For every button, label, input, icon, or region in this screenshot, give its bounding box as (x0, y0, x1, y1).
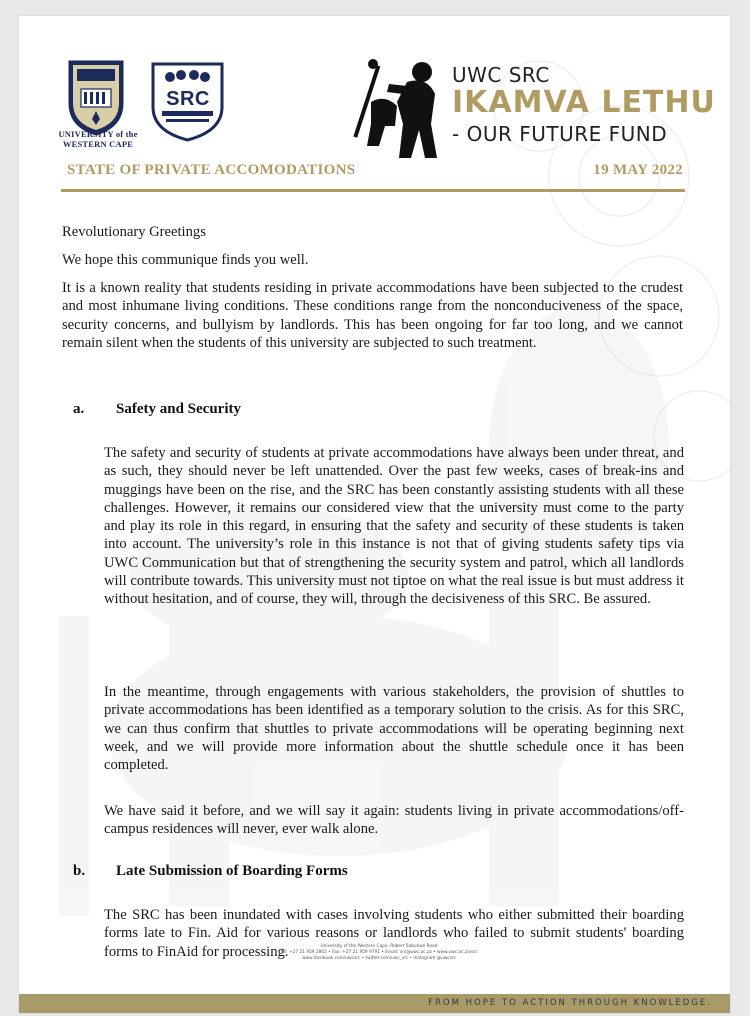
document-title: STATE OF PRIVATE ACCOMODATIONS (67, 162, 356, 178)
uwc-name-text (57, 129, 139, 149)
document-date: 19 MAY 2022 (593, 162, 683, 178)
document-page (19, 16, 730, 1013)
fund-title-line2: IKAMVA LETHU (452, 85, 716, 120)
uwc-name-line2: WESTERN CAPE (62, 139, 134, 149)
section-a-paragraph-2: In the meantime, through engagements with various stakeholders, the provision of shuttles to private accommodations has been identified as a temporary solution to the crisis. As for this SRC, we can thus confirm that shuttles to private accommodations will be operating beginning next week, and we will provide more information about the shuttle schedule once it has been completed. (104, 684, 684, 774)
footer-contact-line2: Tel: +27 21 959 2802 • Fax: +27 21 959 9791 • Email: src@uwc.ac.za • www.uwc.ac.za/src (280, 950, 478, 955)
section-a-paragraph-3: We have said it before, and we will say it again: students living in private accommodations/off-campus residences will never, ever walk alone. (104, 803, 684, 838)
footer-contact-line3: www.facebook.com/uwcsrc • twitter.com/uwc_src • Instagram @uwcsrc (302, 956, 456, 961)
statue-silhouette-icon (337, 54, 449, 166)
section-a-paragraph-1: The safety and security of students at private accommodations have always been under threat, and as such, they should never be left unattended. Over the past few weeks, cases of break-ins and muggings have been on the rise, and the SRC has been constantly assisting students with all these challenges. However, it remains our considered view that the university must come to the party and play its role in this regard, in ensuring that the safety and security of these students is taken into account. The university’s role in this instance is not that of giving students safety tips via UWC Communication but that of strengthening the security system and patrol, which all landlords will contribute towards. This university must not tiptoe on what the real issue is but must address it without hesitation, and of course, they will, through the decisiveness of this SRC. Be assured. (104, 445, 684, 608)
section-a-letter: a. (73, 401, 85, 417)
hope-line: We hope this communique finds you well. (62, 252, 309, 268)
footer-motto: FROM HOPE TO ACTION THROUGH KNOWLEDGE. (428, 998, 712, 1008)
section-a-title: Safety and Security (116, 401, 241, 417)
footer-contact-info (249, 944, 509, 962)
fund-title-line1: UWC SRC (452, 63, 550, 87)
intro-paragraph: It is a known reality that students residing in private accommodations have been subjected to the crudest and most inhumane living conditions. These conditions range from the nonconduciveness of the space, security concerns, and bullyism by landlords. This has been ongoing for far too long, and we cannot remain silent when the students of this university are subjected to such treatment. (62, 280, 683, 351)
footer-contact-line1: University of the Western Cape, Robert Sobukwe Road (320, 944, 438, 949)
uwc-crest-logo (67, 59, 125, 137)
header-divider (61, 189, 685, 192)
fund-title-line3: - OUR FUTURE FUND (452, 122, 668, 146)
src-logo-text: SRC (166, 88, 210, 110)
section-b-paragraph-1: The SRC has been inundated with cases involving students who either submitted their boarding forms late to Fin. Aid for various reasons or landlords who failed to submit students' boarding forms to FinAid for processing. (104, 907, 684, 960)
greeting: Revolutionary Greetings (62, 224, 206, 240)
footer-bar (19, 994, 730, 1013)
section-b-letter: b. (73, 863, 86, 879)
section-b-title: Late Submission of Boarding Forms (116, 863, 348, 879)
uwc-name-line1: UNIVERSITY of the (58, 129, 138, 139)
